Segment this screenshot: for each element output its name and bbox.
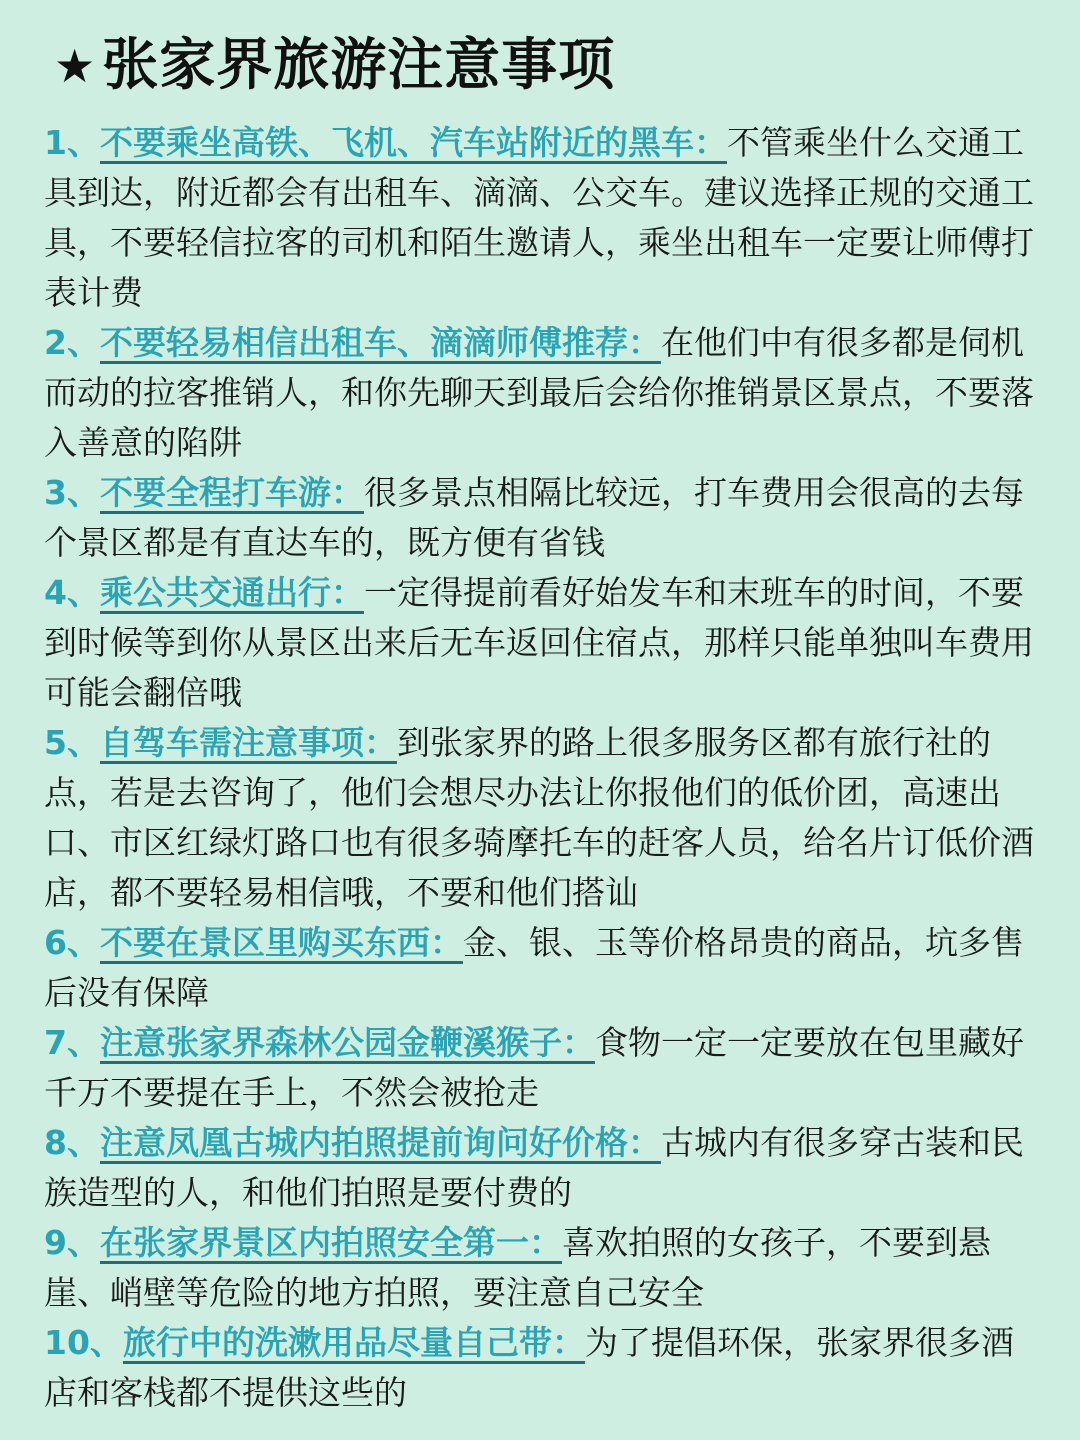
item-body: 很多景点相隔比较远，打车费用会很高的去每个景区都是有直达车的，既方便有省钱 xyxy=(44,473,1024,562)
item-number: 6、 xyxy=(44,923,100,962)
item-heading: 乘公共交通出行： xyxy=(99,573,364,612)
list-item xyxy=(44,468,1040,568)
item-number: 7、 xyxy=(44,1023,100,1062)
item-number: 4、 xyxy=(44,573,100,612)
list-item xyxy=(44,118,1040,318)
item-heading: 不要在景区里购买东西： xyxy=(99,923,463,962)
item-heading: 在张家界景区内拍照安全第一： xyxy=(99,1223,562,1262)
item-number: 5、 xyxy=(44,723,100,762)
item-body: 古城内有很多穿古装和民族造型的人，和他们拍照是要付费的 xyxy=(44,1123,1024,1212)
item-heading: 注意凤凰古城内拍照提前询问好价格： xyxy=(99,1123,661,1162)
item-heading: 注意张家界森林公园金鞭溪猴子： xyxy=(99,1023,595,1062)
item-number: 9、 xyxy=(44,1223,100,1262)
page-title-text: 张家界旅游注意事项 xyxy=(102,33,616,98)
tips-list xyxy=(44,118,1040,1418)
star-icon: ★ xyxy=(54,39,97,93)
list-item xyxy=(44,1018,1040,1118)
item-heading: 旅行中的洗漱用品尽量自己带： xyxy=(122,1323,585,1362)
item-body: 金、银、玉等价格昂贵的商品，坑多售后没有保障 xyxy=(44,923,1024,1012)
item-body: 食物一定一定要放在包里藏好千万不要提在手上，不然会被抢走 xyxy=(44,1023,1024,1112)
item-body: 为了提倡环保，张家界很多酒店和客栈都不提供这些的 xyxy=(44,1323,1014,1412)
list-item xyxy=(44,1218,1040,1318)
item-number: 3、 xyxy=(44,473,100,512)
list-item xyxy=(44,568,1040,718)
list-item xyxy=(44,1318,1040,1418)
item-heading: 不要乘坐高铁、飞机、汽车站附近的黑车： xyxy=(99,123,727,162)
item-body: 喜欢拍照的女孩子，不要到悬崖、峭壁等危险的地方拍照，要注意自己安全 xyxy=(44,1223,991,1312)
item-heading: 不要全程打车游： xyxy=(99,473,364,512)
item-heading: 自驾车需注意事项： xyxy=(99,723,397,762)
list-item xyxy=(44,1118,1040,1218)
item-number: 10、 xyxy=(44,1323,123,1362)
list-item xyxy=(44,918,1040,1018)
list-item xyxy=(44,718,1040,918)
item-number: 8、 xyxy=(44,1123,100,1162)
item-heading: 不要轻易相信出租车、滴滴师傅推荐： xyxy=(99,323,661,362)
list-item xyxy=(44,318,1040,468)
item-body: 一定得提前看好始发车和末班车的时间，不要到时候等到你从景区出来后无车返回住宿点，那样只能单独叫车费用可能会翻倍哦 xyxy=(44,573,1034,712)
item-body: 到张家界的路上很多服务区都有旅行社的点，若是去咨询了，他们会想尽办法让你报他们的低价团，高速出口、市区红绿灯路口也有很多骑摩托车的赶客人员，给名片订低价酒店，都不要轻易相信哦，不要和他们搭讪 xyxy=(44,723,1034,912)
page-title xyxy=(54,30,1040,102)
item-body: 不管乘坐什么交通工具到达，附近都会有出租车、滴滴、公交车。建议选择正规的交通工具，不要轻信拉客的司机和陌生邀请人，乘坐出租车一定要让师傅打表计费 xyxy=(44,123,1034,312)
item-number: 1、 xyxy=(44,123,100,162)
item-number: 2、 xyxy=(44,323,100,362)
item-body: 在他们中有很多都是伺机而动的拉客推销人，和你先聊天到最后会给你推销景区景点，不要落入善意的陷阱 xyxy=(44,323,1034,462)
